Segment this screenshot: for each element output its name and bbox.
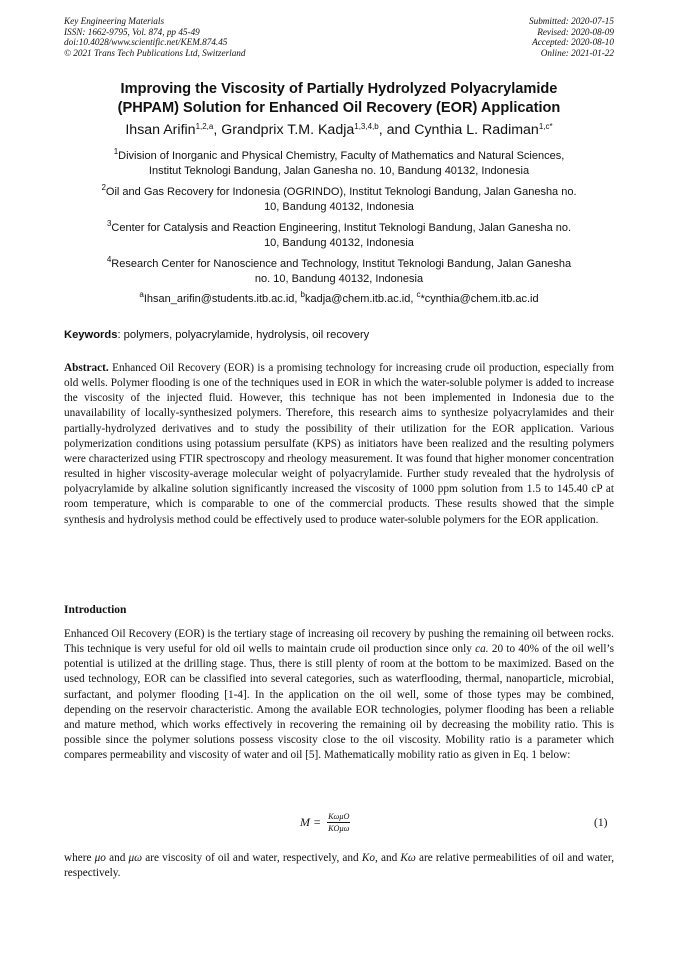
keywords-label: Keywords — [64, 329, 118, 341]
symbol-k-oil: Ko — [361, 852, 375, 864]
author-affil-sup: 1,c* — [538, 122, 553, 131]
email-link[interactable]: Ihsan_arifin@students.itb.ac.id — [143, 293, 295, 305]
abstract-label: Abstract. — [64, 362, 109, 374]
author-name: Cynthia L. Radiman — [414, 122, 539, 138]
where-text: , and — [374, 852, 401, 864]
email-separator: , — [410, 293, 417, 305]
affiliation-text: Institut Teknologi Bandung, Jalan Ganesha no. 10, Bandung 40132, Indonesia — [148, 165, 530, 177]
email-separator: , — [294, 293, 301, 305]
copyright-line: © 2021 Trans Tech Publications Ltd, Switzerland — [64, 47, 246, 58]
author-name: Ihsan Arifin — [125, 122, 196, 138]
equation-denominator: KOμω — [328, 824, 350, 833]
abstract-text: Enhanced Oil Recovery (EOR) is a promising technology for increasing crude oil production, especially from old wells. Polymer flooding is one of the techniques used in EOR in which the water-soluble polymer is added to increase the viscosity of the injected fluid. However, this technique has not been implemented in Indonesia due to the unavailability of locally-synthesized polymers. Therefore, this research aims to synthesize polyacrylamides and their partially-hydrolyzed derivatives and to study the possibility of their utilization for the EOR application. Various polymerization conditions using potassium persulfate (KPS) as initiators have been realized and the resulting polymers were characterized using FTIR spectroscopy and rheology measurement. It was found that higher monomer concentration resulted in higher viscosity-average molecular weight of polyacrylamide. Further study revealed that the hydrolysis of polyacrylamide by alkaline solution significantly increased the viscosity of 1000 ppm solution from 1.5 to 145.40 cP at room temperature, which is comparable to one of the commercial products. These results showed that the simple synthesis and hydrolysis method could be effectively used to produce water-soluble polymers for the EOR application. — [64, 362, 614, 526]
affiliation-number: 1 — [113, 147, 119, 156]
introduction-paragraph — [64, 627, 614, 763]
journal-info — [64, 16, 245, 58]
equation-numerator: KωμO — [328, 812, 350, 821]
author-separator: , and — [378, 122, 415, 138]
title-line-2: (PHPAM) Solution for Enhanced Oil Recovery (EOR) Application — [117, 100, 561, 116]
affiliation-text: no. 10, Bandung 40132, Indonesia — [254, 273, 424, 285]
email-sup: b — [300, 290, 305, 299]
where-text: and — [105, 852, 129, 864]
author-name: Grandprix T.M. Kadja — [221, 122, 355, 138]
submitted-date: Submitted: 2020-07-15 — [529, 16, 614, 26]
email-link[interactable]: *cynthia@chem.itb.ac.id — [420, 293, 539, 305]
keywords-text: : polymers, polyacrylamide, hydrolysis, oil recovery — [117, 329, 370, 341]
author-affil-sup: 1,2,a — [195, 122, 214, 131]
introduction-heading: Introduction — [64, 604, 127, 616]
title-line-1: Improving the Viscosity of Partially Hydrolyzed Polyacrylamide — [120, 81, 558, 97]
affiliation-text: 10, Bandung 40132, Indonesia — [264, 201, 414, 213]
email-link[interactable]: kadja@chem.itb.ac.id — [305, 293, 411, 305]
symbol-mu-oil: μo — [94, 852, 106, 864]
author-affil-sup: 1,3,4,b — [354, 122, 379, 131]
affiliation-3 — [60, 221, 618, 251]
equation-number: (1) — [594, 817, 608, 829]
affiliation-text: Division of Inorganic and Physical Chemistry, Faculty of Mathematics and Natural Sciences, — [118, 150, 565, 162]
affiliation-number: 2 — [101, 183, 106, 192]
affiliation-text: Research Center for Nanoscience and Technology, Institut Teknologi Bandung, Jalan Ganesha — [111, 258, 572, 270]
affiliation-2 — [60, 185, 618, 215]
affiliation-text: 10, Bandung 40132, Indonesia — [264, 237, 414, 249]
intro-text: Enhanced Oil Recovery (EOR) is the tertiary stage of increasing oil recovery by pushing the remaining oil between rocks. This technique is very useful for old oil wells to maintain crude oil production since only — [64, 628, 614, 656]
author-separator: , — [213, 122, 222, 138]
journal-name: Key Engineering Materials — [64, 16, 165, 26]
where-text: where — [64, 852, 95, 864]
online-date: Online: 2021-01-22 — [540, 47, 614, 58]
intro-ca-italic: ca. — [475, 643, 489, 656]
symbol-k-water: Kω — [400, 852, 416, 864]
email-list — [40, 292, 638, 307]
affiliation-number: 4 — [106, 255, 112, 264]
mobility-ratio-equation — [300, 812, 350, 833]
revised-date: Revised: 2020-08-09 — [537, 26, 614, 37]
affiliation-number: 3 — [106, 219, 112, 228]
where-text: are viscosity of oil and water, respectively, and — [142, 852, 362, 864]
symbol-mu-water: μω — [128, 852, 143, 864]
accepted-date: Accepted: 2020-08-10 — [532, 37, 614, 48]
equation-fraction — [327, 812, 350, 833]
equation-lhs: M = — [300, 815, 322, 829]
affiliation-4 — [60, 257, 618, 287]
submission-dates — [529, 16, 614, 58]
where-text: are relative permeabilities of oil and water, respectively. — [64, 852, 615, 880]
keywords-line — [64, 328, 614, 343]
where-paragraph — [64, 851, 614, 881]
issn-line: ISSN: 1662-9795, Vol. 874, pp 45-49 — [64, 26, 200, 37]
email-sup: a — [139, 290, 144, 299]
affiliation-text: Center for Catalysis and Reaction Engineering, Institut Teknologi Bandung, Jalan Ganesha no. — [111, 222, 572, 234]
email-sup: c — [416, 290, 421, 299]
abstract-paragraph — [64, 361, 614, 528]
affiliation-1 — [60, 149, 618, 179]
affiliation-text: Oil and Gas Recovery for Indonesia (OGRINDO), Institut Teknologi Bandung, Jalan Ganesha no. — [105, 186, 577, 198]
author-list — [40, 121, 638, 139]
doi-line[interactable]: doi:10.4028/www.scientific.net/KEM.874.45 — [64, 37, 228, 48]
intro-text: 20 to 40% of the oil well’s potential is utilized at the drilling stage. Thus, there is still plenty of room at the bottom to be maximized. Based on the used technology, EOR can be classified into several categories, such as waterflooding, thermal, nanoparticle, microbial, surfactant, and polymer flooding [1-4]. In the application on the oil well, some of those types may be combined, depending on the reservoir characteristic. Among the available EOR technologies, polymer flooding has been a reliable and mature method, which works effectively in recovering the remaining oil by decreasing the mobility ratio. This is possible since the polymer solutions possess viscosity close to the oil viscosity. Mobility ratio is a parameter which compares permeability and viscosity of water and oil [5]. Mathematically mobility ratio as given in Eq. 1 below: — [64, 643, 614, 762]
paper-title — [40, 80, 638, 118]
